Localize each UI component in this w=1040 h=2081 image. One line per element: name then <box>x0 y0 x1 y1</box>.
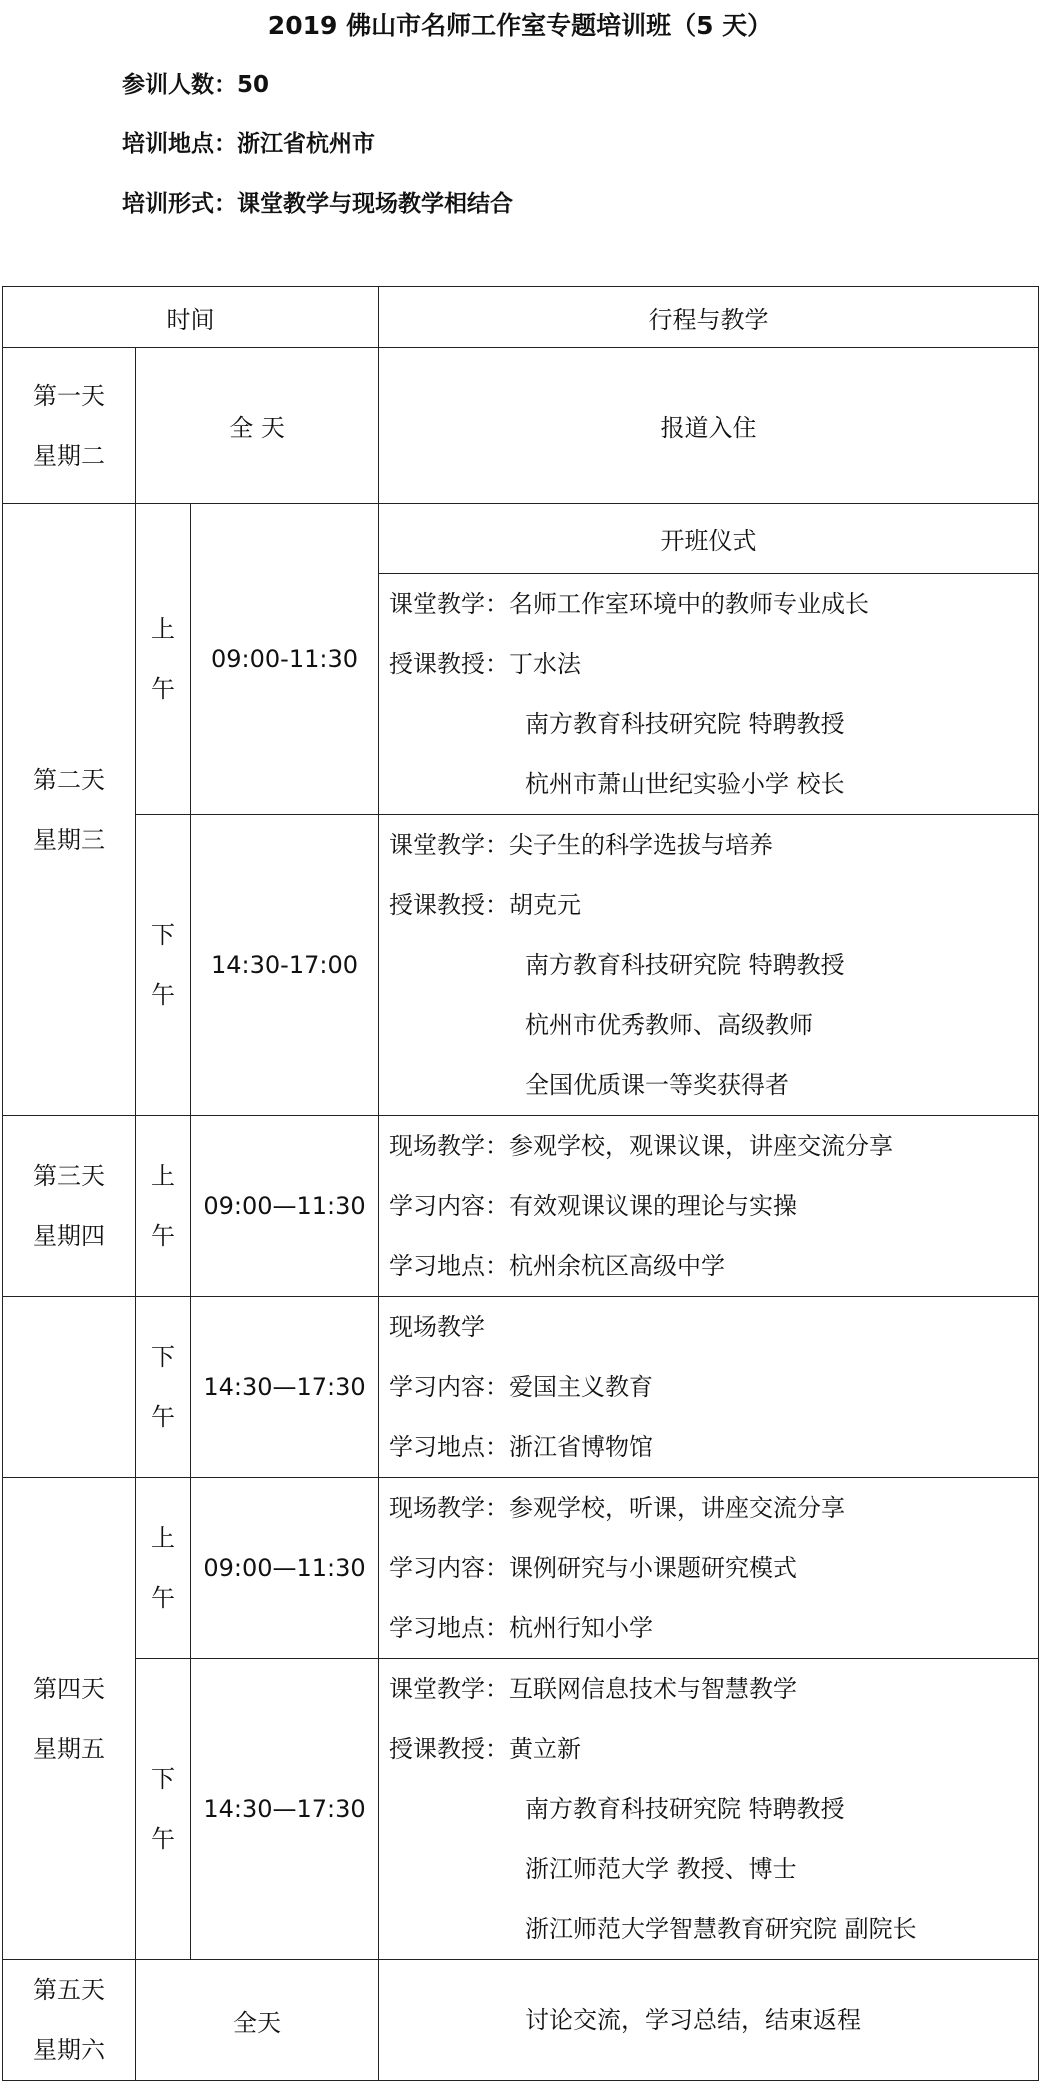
weekday: 星期三 <box>33 825 105 854</box>
day-number: 第五天 <box>33 1976 105 2004</box>
opening-ceremony: 开班仪式 <box>379 504 1039 574</box>
period-cell <box>136 815 191 1116</box>
content-line: 杭州市萧山世纪实验小学 校长 <box>525 770 845 798</box>
content-line: 学习内容：有效观课议课的理论与实操 <box>389 1192 798 1220</box>
period-cell <box>136 1116 191 1297</box>
content-line: 学习地点：浙江省博物馆 <box>389 1433 654 1461</box>
content-line: 浙江师范大学智慧教育研究院 副院长 <box>525 1915 917 1943</box>
content-line: 授课教授：黄立新 <box>389 1735 582 1763</box>
period-cell <box>136 1478 191 1659</box>
content-line: 全国优质课一等奖获得者 <box>525 1071 790 1099</box>
day-number: 第一天 <box>33 381 105 410</box>
period-char: 午 <box>151 981 175 1009</box>
header-time: 时间 <box>3 287 379 348</box>
day-cell <box>3 1960 136 2081</box>
content-line: 南方教育科技研究院 特聘教授 <box>525 710 845 738</box>
table-header-row <box>3 287 1039 348</box>
time-cell: 09:00—11:30 <box>191 1116 379 1297</box>
content-cell <box>379 815 1039 1116</box>
content-line: 南方教育科技研究院 特聘教授 <box>525 951 845 979</box>
period-char: 上 <box>151 615 175 643</box>
table-row-day2-opening <box>3 504 1039 574</box>
period-char: 午 <box>151 1584 175 1612</box>
weekday: 星期五 <box>33 1734 105 1763</box>
content-cell <box>379 1116 1039 1297</box>
period-cell <box>136 1297 191 1478</box>
table-row-day1 <box>3 348 1039 504</box>
table-row-day3-pm <box>3 1297 1039 1478</box>
header-schedule: 行程与教学 <box>379 287 1039 348</box>
document-title: 2019 佛山市名师工作室专题培训班（5 天） <box>267 11 773 40</box>
meta-label: 参训人数： <box>122 72 237 98</box>
content-cell <box>379 1659 1039 1960</box>
day-number: 第二天 <box>33 765 105 794</box>
content-line: 学习内容：课例研究与小课题研究模式 <box>389 1554 798 1582</box>
content-line: 杭州市优秀教师、高级教师 <box>525 1011 814 1039</box>
meta-label: 培训形式： <box>122 191 237 217</box>
period-char: 午 <box>151 1403 175 1431</box>
content-line: 课堂教学：互联网信息技术与智慧教学 <box>389 1675 798 1703</box>
time-cell: 14:30-17:00 <box>191 815 379 1116</box>
content-line: 学习地点：杭州余杭区高级中学 <box>389 1252 726 1280</box>
period-char: 下 <box>151 1765 175 1793</box>
time-cell: 全天 <box>136 1960 379 2081</box>
day-number: 第四天 <box>33 1674 105 1703</box>
content-line: 南方教育科技研究院 特聘教授 <box>525 1795 845 1823</box>
meta-format <box>122 187 513 221</box>
day-cell <box>3 348 136 504</box>
day-cell <box>3 504 136 1116</box>
period-cell <box>136 504 191 815</box>
period-char: 午 <box>151 1825 175 1853</box>
meta-value: 课堂教学与现场教学相结合 <box>237 191 513 217</box>
content-line: 授课教授：胡克元 <box>389 891 582 919</box>
time-cell: 09:00-11:30 <box>191 504 379 815</box>
table-row-day5 <box>3 1960 1039 2081</box>
period-char: 午 <box>151 1222 175 1250</box>
meta-value: 50 <box>237 72 270 98</box>
day-cell-empty <box>3 1297 136 1478</box>
meta-participants <box>122 68 269 102</box>
content-line: 现场教学：参观学校，听课，讲座交流分享 <box>389 1494 846 1522</box>
content-cell <box>379 1297 1039 1478</box>
day-cell <box>3 1478 136 1960</box>
content-line: 课堂教学：尖子生的科学选拔与培养 <box>389 831 774 859</box>
time-cell: 全 天 <box>136 348 379 504</box>
period-char: 下 <box>151 921 175 949</box>
content-line: 讨论交流，学习总结，结束返程 <box>525 2006 862 2034</box>
table-row-day4-pm <box>3 1659 1039 1960</box>
period-char: 上 <box>151 1524 175 1552</box>
content-cell <box>379 1478 1039 1659</box>
schedule-table <box>2 286 1039 2081</box>
content-line: 授课教授：丁水法 <box>389 650 582 678</box>
period-char: 上 <box>151 1162 175 1190</box>
time-cell: 14:30—17:30 <box>191 1297 379 1478</box>
content-cell <box>379 1960 1039 2081</box>
table-row-day2-pm <box>3 815 1039 1116</box>
content-line: 浙江师范大学 教授、博士 <box>525 1855 797 1883</box>
table-row-day3-am <box>3 1116 1039 1297</box>
period-char: 午 <box>151 675 175 703</box>
weekday: 星期六 <box>33 2036 105 2064</box>
period-char: 下 <box>151 1343 175 1371</box>
content-cell: 报道入住 <box>379 348 1039 504</box>
table-row-day4-am <box>3 1478 1039 1659</box>
content-line: 学习地点：杭州行知小学 <box>389 1614 654 1642</box>
content-line: 学习内容：爱国主义教育 <box>389 1373 654 1401</box>
day-number: 第三天 <box>33 1162 105 1190</box>
period-cell <box>136 1659 191 1960</box>
weekday: 星期二 <box>33 441 105 470</box>
weekday: 星期四 <box>33 1222 105 1250</box>
meta-value: 浙江省杭州市 <box>237 131 375 157</box>
meta-location <box>122 127 375 161</box>
meta-label: 培训地点： <box>122 131 237 157</box>
content-line: 课堂教学：名师工作室环境中的教师专业成长 <box>389 590 870 618</box>
content-line: 现场教学：参观学校，观课议课，讲座交流分享 <box>389 1132 894 1160</box>
time-cell: 09:00—11:30 <box>191 1478 379 1659</box>
day-cell <box>3 1116 136 1297</box>
content-cell <box>379 574 1039 815</box>
content-line: 现场教学 <box>389 1313 486 1341</box>
time-cell: 14:30—17:30 <box>191 1659 379 1960</box>
